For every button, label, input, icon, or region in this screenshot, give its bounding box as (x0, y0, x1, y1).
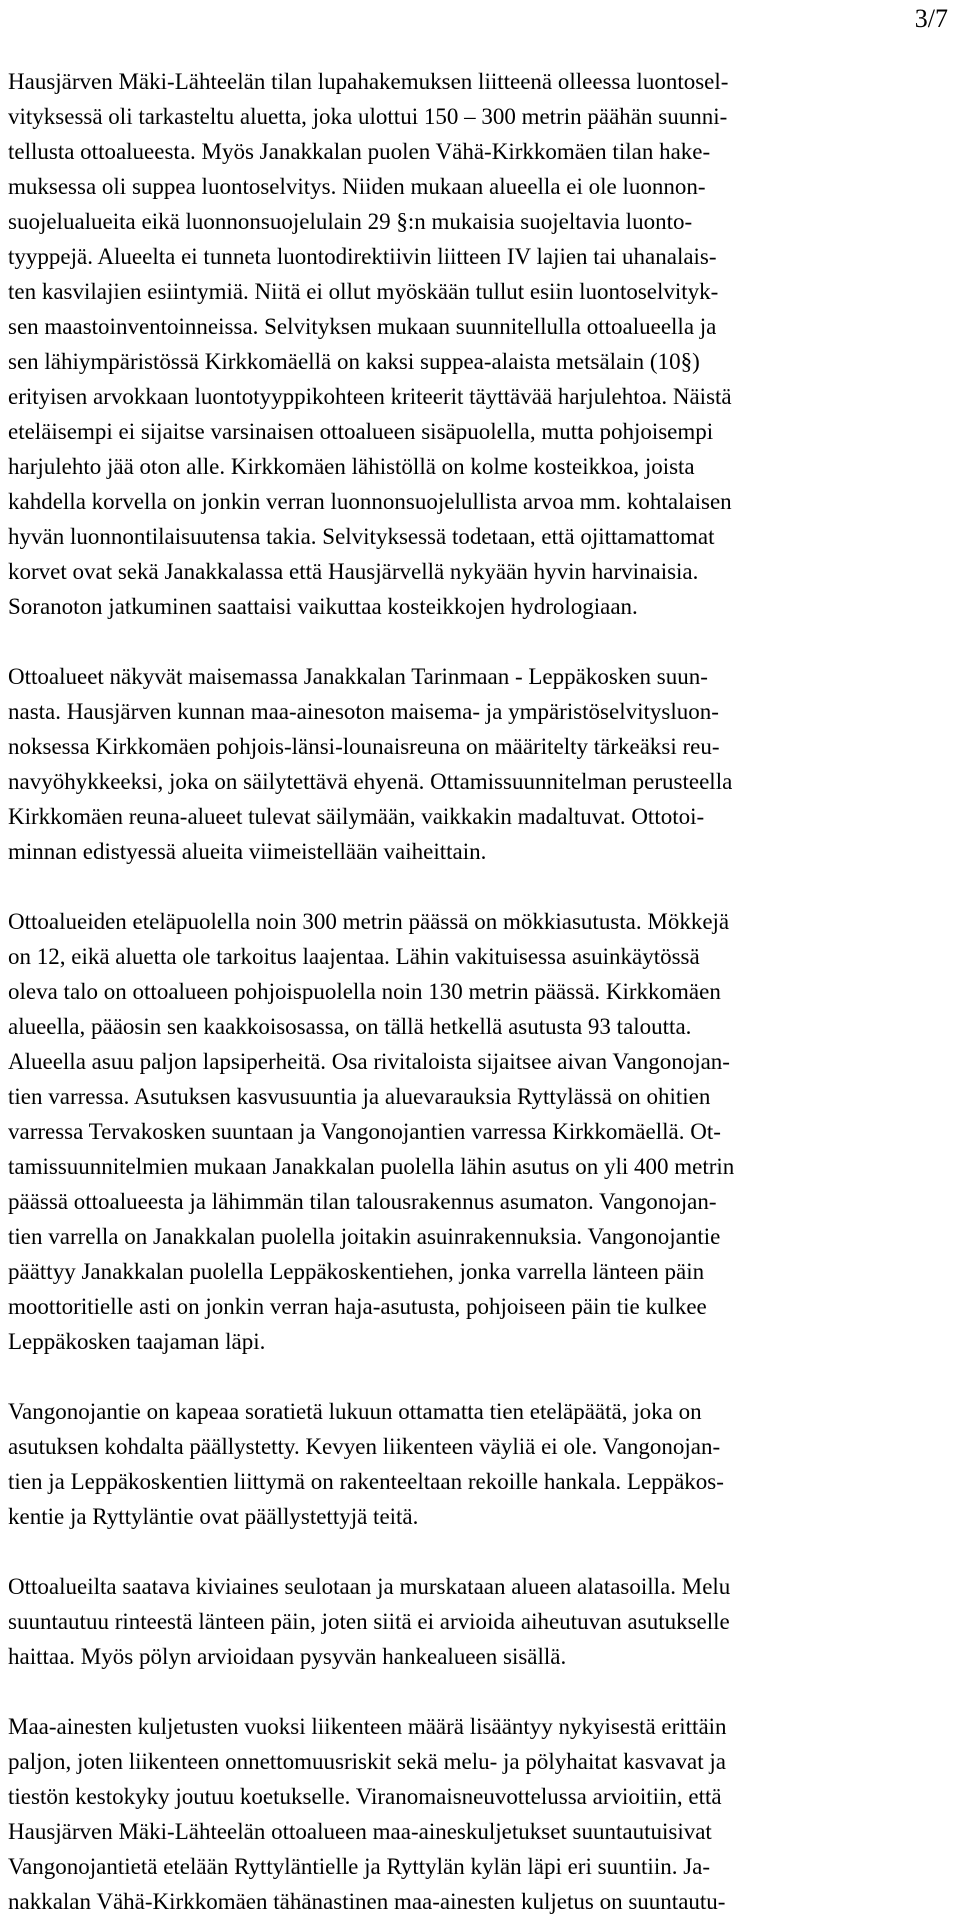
text-line: sen maastoinventoinneissa. Selvityksen mukaan suunnitellulla ottoalueella ja (8, 314, 717, 339)
text-line: korvet ovat sekä Janakkalassa että Hausjärvellä nykyään hyvin harvinaisia. (8, 559, 699, 584)
text-line: Vangonojantie on kapeaa soratietä lukuun ottamatta tien eteläpäätä, joka on (8, 1399, 702, 1424)
text-line: Leppäkosken taajaman läpi. (8, 1329, 266, 1354)
text-line: Maa-ainesten kuljetusten vuoksi liikenteen määrä lisääntyy nykyisestä erittäin (8, 1714, 727, 1739)
text-line: tellusta ottoalueesta. Myös Janakkalan puolen Vähä-Kirkkomäen tilan hake- (8, 139, 711, 164)
page-number: 3/7 (914, 4, 948, 33)
text-line: Alueella asuu paljon lapsiperheitä. Osa rivitaloista sijaitsee aivan Vangonojan- (8, 1049, 730, 1074)
text-line: moottoritielle asti on jonkin verran haja-asutusta, pohjoiseen päin tie kulkee (8, 1294, 707, 1319)
paragraph (8, 1394, 948, 1534)
paragraph-gap (8, 1359, 948, 1394)
text-line: harjulehto jää oton alle. Kirkkomäen lähistöllä on kolme kosteikkoa, joista (8, 454, 695, 479)
text-line: ten kasvilajien esiintymiä. Niitä ei ollut myöskään tullut esiin luontoselvityk- (8, 279, 719, 304)
text-line: muksessa oli suppea luontoselvitys. Niiden mukaan alueella ei ole luonnon- (8, 174, 706, 199)
text-line: eteläisempi ei sijaitse varsinaisen ottoalueen sisäpuolella, mutta pohjoisempi (8, 419, 714, 444)
document-body (8, 64, 948, 1919)
text-line: oleva talo on ottoalueen pohjoispuolella noin 130 metrin päässä. Kirkkomäen (8, 979, 721, 1004)
text-line: navyöhykkeeksi, joka on säilytettävä ehyenä. Ottamissuunnitelman perusteella (8, 769, 733, 794)
text-line: Hausjärven Mäki-Lähteelän tilan lupahakemuksen liitteenä olleessa luontosel- (8, 69, 729, 94)
text-line: alueella, pääosin sen kaakkoisosassa, on tällä hetkellä asutusta 93 taloutta. (8, 1014, 692, 1039)
text-line: Soranoton jatkuminen saattaisi vaikuttaa kosteikkojen hydrologiaan. (8, 594, 638, 619)
text-line: tien varrella on Janakkalan puolella joitakin asuinrakennuksia. Vangonojantie (8, 1224, 721, 1249)
text-line: Kirkkomäen reuna-alueet tulevat säilymään, vaikkakin madaltuvat. Ottotoi- (8, 804, 705, 829)
paragraph (8, 904, 948, 1359)
text-line: tiestön kestokyky joutuu koetukselle. Viranomaisneuvottelussa arvioitiin, että (8, 1784, 722, 1809)
paragraph (8, 1569, 948, 1674)
text-line: Hausjärven Mäki-Lähteelän ottoalueen maa-aineskuljetukset suuntautuisivat (8, 1819, 712, 1844)
paragraph (8, 1709, 948, 1919)
text-line: varressa Tervakosken suuntaan ja Vangonojantien varressa Kirkkomäellä. Ot- (8, 1119, 721, 1144)
text-line: päättyy Janakkalan puolella Leppäkoskentiehen, jonka varrella länteen päin (8, 1259, 705, 1284)
text-line: päässä ottoalueesta ja lähimmän tilan talousrakennus asumaton. Vangonojan- (8, 1189, 717, 1214)
text-line: sen lähiympäristössä Kirkkomäellä on kaksi suppea-alaista metsälain (10§) (8, 349, 700, 374)
text-line: suojelualueita eikä luonnonsuojelulain 29 §:n mukaisia suojeltavia luonto- (8, 209, 693, 234)
text-line: nasta. Hausjärven kunnan maa-ainesoton maisema- ja ympäristöselvitysluon- (8, 699, 719, 724)
text-line: suuntautuu rinteestä länteen päin, joten siitä ei arvioida aiheutuvan asutukselle (8, 1609, 730, 1634)
text-line: noksessa Kirkkomäen pohjois-länsi-lounaisreuna on määritelty tärkeäksi reu- (8, 734, 720, 759)
text-line: nakkalan Vähä-Kirkkomäen tähänastinen maa-ainesten kuljetus on suuntautu- (8, 1889, 726, 1914)
paragraph (8, 64, 948, 624)
paragraph-gap (8, 869, 948, 904)
text-line: kentie ja Ryttyläntie ovat päällystettyjä teitä. (8, 1504, 419, 1529)
text-line: Ottoalueilta saatava kiviaines seulotaan ja murskataan alueen alatasoilla. Melu (8, 1574, 731, 1599)
text-line: Ottoalueet näkyvät maisemassa Janakkalan Tarinmaan - Leppäkosken suun- (8, 664, 708, 689)
text-line: minnan edistyessä alueita viimeistellään vaiheittain. (8, 839, 487, 864)
text-line: hyvän luonnontilaisuutensa takia. Selvityksessä todetaan, että ojittamattomat (8, 524, 715, 549)
text-line: tien varressa. Asutuksen kasvusuuntia ja aluevarauksia Ryttylässä on ohitien (8, 1084, 711, 1109)
text-line: tien ja Leppäkoskentien liittymä on rakenteeltaan rekoille hankala. Leppäkos- (8, 1469, 724, 1494)
text-line: Ottoalueiden eteläpuolella noin 300 metrin päässä on mökkiasutusta. Mökkejä (8, 909, 730, 934)
text-line: haittaa. Myös pölyn arvioidaan pysyvän hankealueen sisällä. (8, 1644, 567, 1669)
paragraph-gap (8, 624, 948, 659)
text-line: Vangonojantietä etelään Ryttyläntielle ja Ryttylän kylän läpi eri suuntiin. Ja- (8, 1854, 711, 1879)
paragraph-gap (8, 1534, 948, 1569)
text-line: asutuksen kohdalta päällystetty. Kevyen liikenteen väyliä ei ole. Vangonojan- (8, 1434, 721, 1459)
paragraph (8, 659, 948, 869)
text-line: vityksessä oli tarkasteltu aluetta, joka ulottui 150 – 300 metrin päähän suunni- (8, 104, 728, 129)
text-line: tamissuunnitelmien mukaan Janakkalan puolella lähin asutus on yli 400 metrin (8, 1154, 735, 1179)
text-line: tyyppejä. Alueelta ei tunneta luontodirektiivin liitteen IV lajien tai uhanalais- (8, 244, 717, 269)
text-line: on 12, eikä aluetta ole tarkoitus laajentaa. Lähin vakituisessa asuinkäytössä (8, 944, 700, 969)
text-line: kahdella korvella on jonkin verran luonnonsuojelullista arvoa mm. kohtalaisen (8, 489, 732, 514)
paragraph-gap (8, 1674, 948, 1709)
text-line: erityisen arvokkaan luontotyyppikohteen kriteerit täyttävää harjulehtoa. Näistä (8, 384, 732, 409)
text-line: paljon, joten liikenteen onnettomuusriskit sekä melu- ja pölyhaitat kasvavat ja (8, 1749, 726, 1774)
